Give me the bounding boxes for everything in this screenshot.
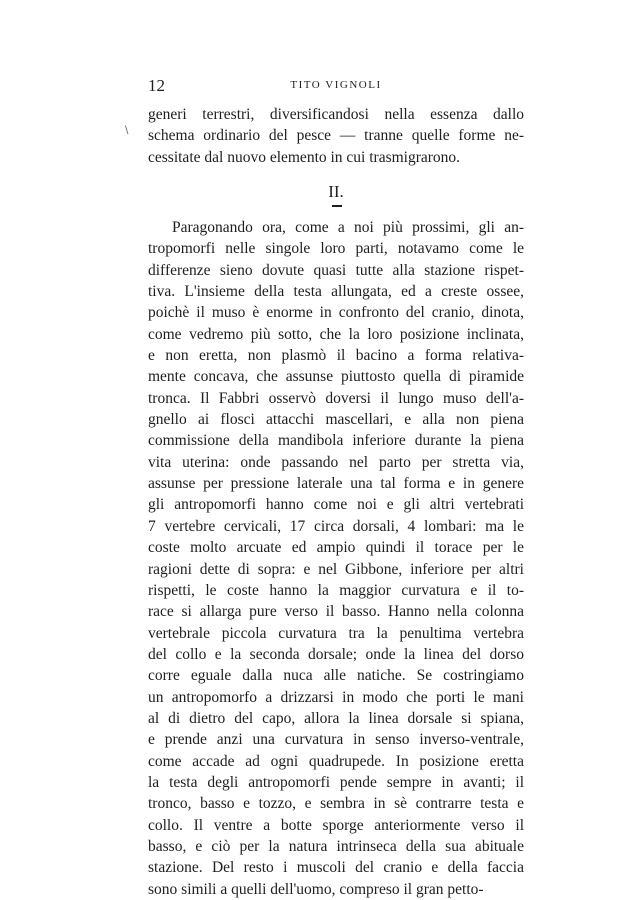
text-line: commissione della mandibola inferiore durante la piena <box>148 432 524 450</box>
text-line: come accade ad ogni quadrupede. In posizione eretta <box>148 752 524 770</box>
heading-ornament <box>332 205 342 207</box>
text-line: un antropomorfo a drizzarsi in modo che porti le mani <box>148 688 524 706</box>
text-line: Paragonando ora, come a noi più prossimi, gli an- <box>172 219 524 236</box>
text-line: al di dietro del capo, allora la linea dorsale si spiana, <box>148 709 524 727</box>
text-line: tronco, basso e tozzo, e sembra in sè contrarre testa e <box>148 795 524 813</box>
continued-paragraph <box>148 104 524 168</box>
text-line: sono simili a quelli dell'uomo, compreso il gran petto- <box>148 880 484 898</box>
text-line: gnello ai flosci attacchi mascellari, e alla non piena <box>148 411 524 429</box>
page-header <box>148 76 524 98</box>
text-line: come vedremo più sotto, che la loro posizione inclinata, <box>148 325 524 343</box>
text-line: assunse per pressione laterale una tal forma e in genere <box>148 475 524 493</box>
text-line: generi terrestri, diversificandosi nella essenza dallo <box>148 106 524 123</box>
text-line: 7 vertebre cervicali, 17 circa dorsali, 4 lombari: ma le <box>148 517 524 535</box>
text-line: rispetti, le coste hanno la maggior curvatura e il to- <box>148 581 524 599</box>
text-line: e non eretta, non plasmò il bacino a forma relativa- <box>148 347 524 365</box>
text-line: del collo e la seconda dorsale; onde la linea del dorso <box>148 645 524 663</box>
text-line: race si allarga pure verso il basso. Hanno nella colonna <box>148 603 524 621</box>
text-line: collo. Il ventre a botte sporge anteriormente verso il <box>148 816 524 834</box>
page-number: 12 <box>148 76 165 95</box>
text-line: coste molto arcuate ed ampio quindi il torace per le <box>148 539 524 557</box>
text-line: gli antropomorfi hanno come noi e gli altri vertebrati <box>148 496 524 514</box>
text-line: basso, e ciò per la natura intrinseca della sua abituale <box>148 837 524 855</box>
text-line: cessitate dal nuovo elemento in cui trasmigrarono. <box>148 148 461 166</box>
text-line: ragioni dette di sopra: e nel Gibbone, inferiore per altri <box>148 560 524 578</box>
text-line: vertebrale piccola curvatura tra la penultima vertebra <box>148 624 524 642</box>
text-line: stazione. Del resto i muscoli del cranio e della faccia <box>148 859 524 877</box>
text-line: tronca. Il Fabbri osservò doversi il lungo muso dell'a- <box>148 389 524 407</box>
text-line: schema ordinario del pesce — tranne quelle forme ne- <box>148 127 524 145</box>
margin-mark: \ <box>125 125 129 136</box>
main-paragraph <box>148 217 524 900</box>
running-head: TITO VIGNOLI <box>290 79 382 91</box>
text-line: corre eguale dalla nuca alle natiche. Se costringiamo <box>148 667 524 685</box>
text-line: differenze sieno dovute quasi tutte alla stazione rispet- <box>148 261 524 279</box>
text-line: la testa degli antropomorfi pende sempre in avanti; il <box>148 773 524 791</box>
text-line: poichè il muso è enorme in confronto del cranio, dinota, <box>148 304 524 322</box>
text-line: tiva. L'insieme della testa allungata, ed a creste ossee, <box>148 283 524 301</box>
text-line: e prende anzi una curvatura in senso inverso-ventrale, <box>148 731 524 749</box>
text-line: tropomorfi nelle singole loro parti, notavamo come le <box>148 240 524 258</box>
text-line: mente concava, che assunse piuttosto quella di piramide <box>148 368 524 386</box>
section-heading: II. <box>328 182 344 201</box>
text-line: vita uterina: onde passando nel parto per stretta via, <box>148 453 524 471</box>
